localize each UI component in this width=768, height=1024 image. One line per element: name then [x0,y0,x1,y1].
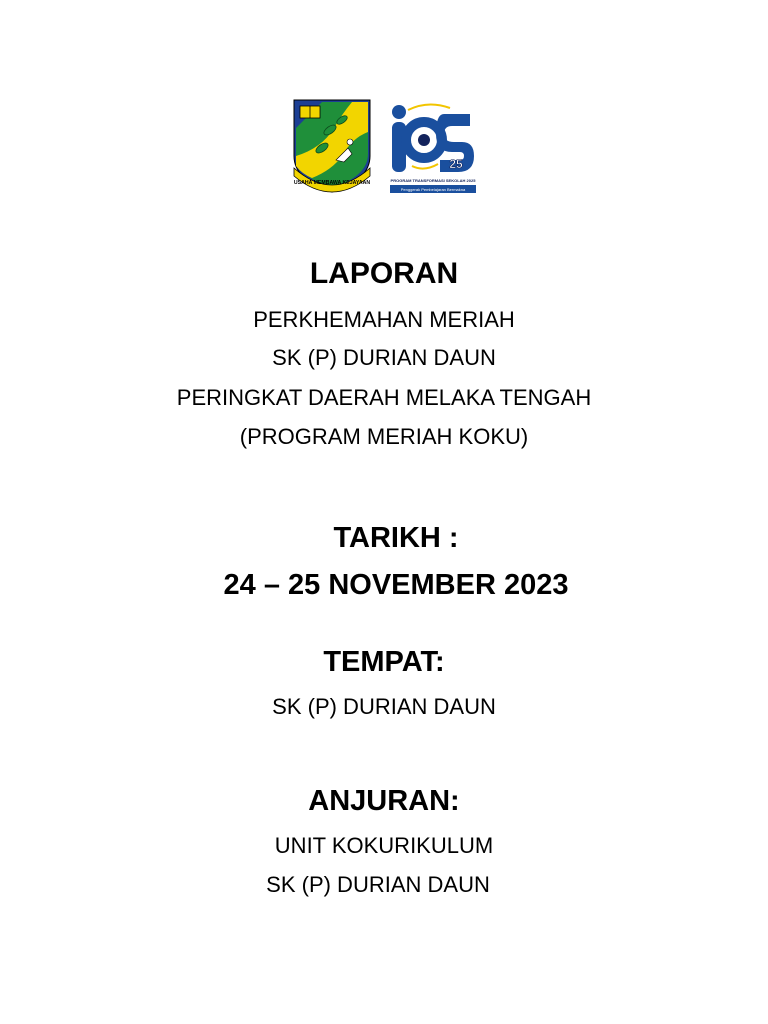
date-value: 24 – 25 NOVEMBER 2023 [223,569,569,601]
organizer-line-1: UNIT KOKURIKULUM [274,833,494,858]
subtitle-line-1: PERKHEMAHAN MERIAH [253,307,515,332]
logo-row [292,98,482,198]
organizer-line-2: SK (P) DURIAN DAUN [266,872,490,897]
tsp-caption-line2: Penggerak Pembelajaran Bermakna [400,187,466,192]
date-label: TARIKH : [333,522,459,554]
school-crest-logo [292,98,372,196]
subtitle-line-4: (PROGRAM MERIAH KOKU) [239,424,529,449]
school-motto: USAHA MEMBAWA KEJAYAAN [293,180,371,186]
venue-value: SK (P) DURIAN DAUN [272,694,496,719]
tsp-caption-line1: PROGRAM TRANSFORMASI SEKOLAH 2025 [390,178,476,183]
subtitle-line-2: SK (P) DURIAN DAUN [272,345,496,370]
organizer-label: ANJURAN: [308,785,460,817]
tsp-number: 25 [449,157,463,171]
tsp-2025-logo [388,100,478,194]
page-title: LAPORAN [309,257,459,290]
venue-label: TEMPAT: [323,646,445,678]
subtitle-line-3: PERINGKAT DAERAH MELAKA TENGAH [176,385,592,410]
